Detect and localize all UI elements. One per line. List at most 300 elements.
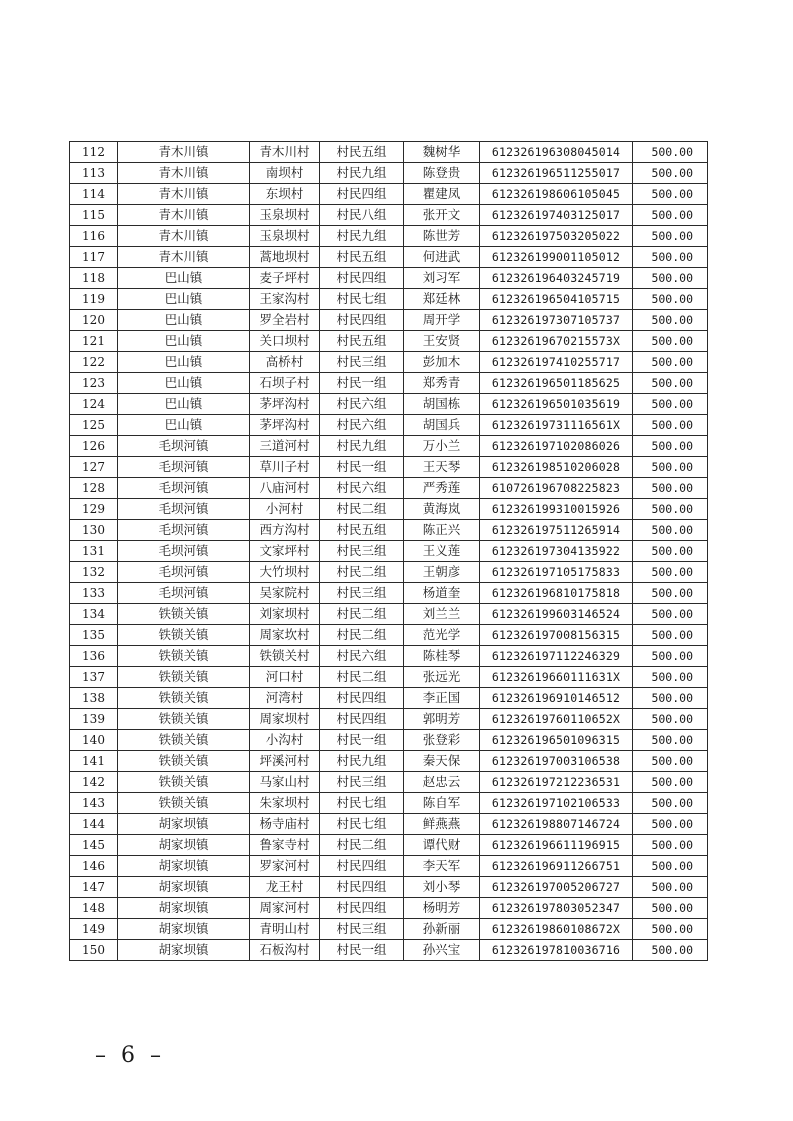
cell-village: 石板沟村 [250, 940, 320, 961]
table-row [70, 436, 708, 457]
table-row [70, 415, 708, 436]
cell-id-number: 612326198807146724 [480, 814, 633, 835]
table-row [70, 688, 708, 709]
table-row [70, 877, 708, 898]
cell-amount: 500.00 [633, 184, 708, 205]
cell-village: 周家河村 [250, 898, 320, 919]
cell-town: 铁锁关镇 [118, 793, 250, 814]
cell-group: 村民四组 [320, 184, 404, 205]
cell-town: 胡家坝镇 [118, 856, 250, 877]
cell-id-number: 612326196910146512 [480, 688, 633, 709]
cell-name: 郭明芳 [404, 709, 480, 730]
cell-village: 罗家河村 [250, 856, 320, 877]
cell-id-number: 612326197003106538 [480, 751, 633, 772]
cell-group: 村民一组 [320, 373, 404, 394]
table-row [70, 730, 708, 751]
cell-village: 河口村 [250, 667, 320, 688]
cell-town: 毛坝河镇 [118, 541, 250, 562]
table-row [70, 268, 708, 289]
cell-village: 小沟村 [250, 730, 320, 751]
cell-village: 石坝子村 [250, 373, 320, 394]
cell-town: 毛坝河镇 [118, 457, 250, 478]
cell-town: 胡家坝镇 [118, 940, 250, 961]
cell-village: 蒿地坝村 [250, 247, 320, 268]
cell-row-number: 144 [70, 814, 118, 835]
cell-amount: 500.00 [633, 268, 708, 289]
cell-row-number: 116 [70, 226, 118, 247]
cell-id-number: 612326197005206727 [480, 877, 633, 898]
cell-amount: 500.00 [633, 835, 708, 856]
cell-id-number: 610726196708225823 [480, 478, 633, 499]
cell-town: 巴山镇 [118, 310, 250, 331]
table-row [70, 856, 708, 877]
cell-village: 青木川村 [250, 142, 320, 163]
cell-row-number: 137 [70, 667, 118, 688]
cell-amount: 500.00 [633, 562, 708, 583]
cell-amount: 500.00 [633, 898, 708, 919]
cell-village: 罗全岩村 [250, 310, 320, 331]
cell-group: 村民五组 [320, 520, 404, 541]
cell-group: 村民二组 [320, 604, 404, 625]
cell-town: 毛坝河镇 [118, 562, 250, 583]
cell-id-number: 612326196504105715 [480, 289, 633, 310]
cell-name: 周开学 [404, 310, 480, 331]
cell-name: 王天琴 [404, 457, 480, 478]
cell-name: 刘小琴 [404, 877, 480, 898]
cell-group: 村民一组 [320, 940, 404, 961]
cell-group: 村民九组 [320, 226, 404, 247]
cell-id-number: 61232619660111631X [480, 667, 633, 688]
cell-id-number: 612326197511265914 [480, 520, 633, 541]
cell-row-number: 124 [70, 394, 118, 415]
cell-group: 村民六组 [320, 415, 404, 436]
cell-town: 胡家坝镇 [118, 919, 250, 940]
cell-town: 巴山镇 [118, 331, 250, 352]
table-row [70, 772, 708, 793]
cell-name: 杨道奎 [404, 583, 480, 604]
cell-id-number: 612326197403125017 [480, 205, 633, 226]
cell-row-number: 139 [70, 709, 118, 730]
cell-amount: 500.00 [633, 457, 708, 478]
cell-town: 铁锁关镇 [118, 772, 250, 793]
cell-id-number: 612326199603146524 [480, 604, 633, 625]
cell-amount: 500.00 [633, 520, 708, 541]
cell-name: 王朝彦 [404, 562, 480, 583]
cell-amount: 500.00 [633, 583, 708, 604]
cell-amount: 500.00 [633, 793, 708, 814]
cell-town: 铁锁关镇 [118, 730, 250, 751]
table-row [70, 478, 708, 499]
cell-group: 村民二组 [320, 499, 404, 520]
cell-row-number: 138 [70, 688, 118, 709]
table-row [70, 310, 708, 331]
cell-village: 东坝村 [250, 184, 320, 205]
cell-village: 周家坝村 [250, 709, 320, 730]
subsidy-list-table [69, 141, 708, 961]
cell-id-number: 61232619731116561X [480, 415, 633, 436]
cell-id-number: 612326196501096315 [480, 730, 633, 751]
cell-row-number: 130 [70, 520, 118, 541]
cell-village: 周家坎村 [250, 625, 320, 646]
cell-row-number: 145 [70, 835, 118, 856]
table-row [70, 709, 708, 730]
cell-group: 村民二组 [320, 625, 404, 646]
cell-group: 村民九组 [320, 436, 404, 457]
cell-amount: 500.00 [633, 814, 708, 835]
cell-name: 谭代财 [404, 835, 480, 856]
cell-village: 麦子坪村 [250, 268, 320, 289]
cell-group: 村民八组 [320, 205, 404, 226]
cell-group: 村民三组 [320, 541, 404, 562]
cell-id-number: 612326196611196915 [480, 835, 633, 856]
cell-name: 彭加木 [404, 352, 480, 373]
table-row [70, 814, 708, 835]
cell-row-number: 127 [70, 457, 118, 478]
cell-name: 陈正兴 [404, 520, 480, 541]
cell-amount: 500.00 [633, 163, 708, 184]
cell-name: 孙兴宝 [404, 940, 480, 961]
cell-village: 高桥村 [250, 352, 320, 373]
cell-group: 村民四组 [320, 310, 404, 331]
cell-town: 巴山镇 [118, 289, 250, 310]
cell-name: 何进武 [404, 247, 480, 268]
cell-row-number: 119 [70, 289, 118, 310]
cell-group: 村民四组 [320, 898, 404, 919]
cell-amount: 500.00 [633, 541, 708, 562]
cell-amount: 500.00 [633, 646, 708, 667]
cell-village: 八庙河村 [250, 478, 320, 499]
cell-amount: 500.00 [633, 877, 708, 898]
cell-name: 张开文 [404, 205, 480, 226]
cell-row-number: 134 [70, 604, 118, 625]
table-row [70, 184, 708, 205]
table-row [70, 940, 708, 961]
cell-village: 玉泉坝村 [250, 205, 320, 226]
table-row [70, 142, 708, 163]
cell-id-number: 612326197102086026 [480, 436, 633, 457]
cell-row-number: 125 [70, 415, 118, 436]
cell-row-number: 129 [70, 499, 118, 520]
cell-id-number: 612326196501035619 [480, 394, 633, 415]
cell-row-number: 150 [70, 940, 118, 961]
cell-amount: 500.00 [633, 730, 708, 751]
cell-group: 村民四组 [320, 877, 404, 898]
cell-row-number: 122 [70, 352, 118, 373]
cell-village: 南坝村 [250, 163, 320, 184]
cell-amount: 500.00 [633, 310, 708, 331]
cell-amount: 500.00 [633, 352, 708, 373]
cell-village: 铁锁关村 [250, 646, 320, 667]
cell-town: 铁锁关镇 [118, 667, 250, 688]
cell-name: 黄海岚 [404, 499, 480, 520]
cell-village: 三道河村 [250, 436, 320, 457]
cell-town: 巴山镇 [118, 394, 250, 415]
cell-row-number: 149 [70, 919, 118, 940]
cell-amount: 500.00 [633, 394, 708, 415]
cell-village: 朱家坝村 [250, 793, 320, 814]
cell-group: 村民九组 [320, 751, 404, 772]
cell-group: 村民七组 [320, 814, 404, 835]
cell-name: 陈自军 [404, 793, 480, 814]
table-row [70, 898, 708, 919]
cell-village: 大竹坝村 [250, 562, 320, 583]
cell-village: 关口坝村 [250, 331, 320, 352]
cell-village: 西方沟村 [250, 520, 320, 541]
table-row [70, 352, 708, 373]
cell-amount: 500.00 [633, 772, 708, 793]
cell-village: 茅坪沟村 [250, 394, 320, 415]
cell-town: 铁锁关镇 [118, 688, 250, 709]
cell-name: 杨明芳 [404, 898, 480, 919]
table-body [70, 142, 708, 961]
cell-name: 孙新丽 [404, 919, 480, 940]
cell-group: 村民三组 [320, 772, 404, 793]
cell-name: 严秀莲 [404, 478, 480, 499]
cell-name: 王安贤 [404, 331, 480, 352]
cell-id-number: 612326199310015926 [480, 499, 633, 520]
table-row [70, 331, 708, 352]
table-row [70, 562, 708, 583]
cell-name: 李天军 [404, 856, 480, 877]
table-row [70, 793, 708, 814]
cell-amount: 500.00 [633, 940, 708, 961]
table-row [70, 457, 708, 478]
cell-group: 村民二组 [320, 835, 404, 856]
table-row [70, 625, 708, 646]
cell-town: 胡家坝镇 [118, 814, 250, 835]
cell-group: 村民一组 [320, 730, 404, 751]
cell-amount: 500.00 [633, 709, 708, 730]
table-row [70, 751, 708, 772]
cell-row-number: 143 [70, 793, 118, 814]
cell-group: 村民三组 [320, 583, 404, 604]
table-row [70, 583, 708, 604]
cell-row-number: 146 [70, 856, 118, 877]
cell-name: 陈世芳 [404, 226, 480, 247]
cell-name: 范光学 [404, 625, 480, 646]
cell-amount: 500.00 [633, 478, 708, 499]
cell-group: 村民五组 [320, 247, 404, 268]
cell-name: 赵忠云 [404, 772, 480, 793]
cell-name: 刘兰兰 [404, 604, 480, 625]
cell-village: 玉泉坝村 [250, 226, 320, 247]
cell-row-number: 133 [70, 583, 118, 604]
cell-group: 村民二组 [320, 562, 404, 583]
cell-name: 秦天保 [404, 751, 480, 772]
cell-row-number: 120 [70, 310, 118, 331]
table-row [70, 919, 708, 940]
cell-town: 毛坝河镇 [118, 499, 250, 520]
cell-row-number: 117 [70, 247, 118, 268]
cell-town: 巴山镇 [118, 268, 250, 289]
cell-id-number: 612326197112246329 [480, 646, 633, 667]
cell-name: 胡国栋 [404, 394, 480, 415]
cell-town: 胡家坝镇 [118, 877, 250, 898]
cell-group: 村民六组 [320, 646, 404, 667]
cell-amount: 500.00 [633, 226, 708, 247]
cell-row-number: 140 [70, 730, 118, 751]
cell-id-number: 612326196511255017 [480, 163, 633, 184]
cell-group: 村民三组 [320, 352, 404, 373]
cell-amount: 500.00 [633, 625, 708, 646]
cell-row-number: 118 [70, 268, 118, 289]
cell-amount: 500.00 [633, 436, 708, 457]
cell-id-number: 612326196810175818 [480, 583, 633, 604]
cell-name: 陈桂琴 [404, 646, 480, 667]
cell-name: 刘习军 [404, 268, 480, 289]
cell-amount: 500.00 [633, 856, 708, 877]
cell-name: 万小兰 [404, 436, 480, 457]
cell-amount: 500.00 [633, 919, 708, 940]
cell-town: 青木川镇 [118, 205, 250, 226]
cell-id-number: 61232619860108672X [480, 919, 633, 940]
cell-id-number: 612326197307105737 [480, 310, 633, 331]
cell-name: 李正国 [404, 688, 480, 709]
cell-group: 村民四组 [320, 688, 404, 709]
table-row [70, 226, 708, 247]
cell-town: 青木川镇 [118, 226, 250, 247]
cell-name: 郑秀青 [404, 373, 480, 394]
cell-id-number: 612326197803052347 [480, 898, 633, 919]
cell-id-number: 612326197212236531 [480, 772, 633, 793]
table-row [70, 373, 708, 394]
cell-town: 胡家坝镇 [118, 898, 250, 919]
cell-town: 铁锁关镇 [118, 751, 250, 772]
cell-row-number: 121 [70, 331, 118, 352]
cell-name: 王义莲 [404, 541, 480, 562]
cell-name: 郑廷林 [404, 289, 480, 310]
cell-amount: 500.00 [633, 289, 708, 310]
cell-group: 村民四组 [320, 268, 404, 289]
cell-town: 铁锁关镇 [118, 625, 250, 646]
cell-town: 毛坝河镇 [118, 520, 250, 541]
cell-group: 村民五组 [320, 142, 404, 163]
cell-town: 巴山镇 [118, 373, 250, 394]
cell-id-number: 612326197503205022 [480, 226, 633, 247]
table-row [70, 646, 708, 667]
cell-group: 村民六组 [320, 478, 404, 499]
cell-id-number: 612326196911266751 [480, 856, 633, 877]
cell-group: 村民一组 [320, 457, 404, 478]
cell-town: 巴山镇 [118, 352, 250, 373]
cell-row-number: 126 [70, 436, 118, 457]
cell-village: 鲁家寺村 [250, 835, 320, 856]
cell-group: 村民六组 [320, 394, 404, 415]
cell-id-number: 612326196403245719 [480, 268, 633, 289]
cell-row-number: 136 [70, 646, 118, 667]
cell-village: 吴家院村 [250, 583, 320, 604]
cell-row-number: 128 [70, 478, 118, 499]
cell-group: 村民四组 [320, 856, 404, 877]
cell-amount: 500.00 [633, 415, 708, 436]
cell-town: 毛坝河镇 [118, 478, 250, 499]
table-row [70, 247, 708, 268]
cell-amount: 500.00 [633, 331, 708, 352]
cell-village: 杨寺庙村 [250, 814, 320, 835]
cell-village: 王家沟村 [250, 289, 320, 310]
cell-row-number: 131 [70, 541, 118, 562]
cell-name: 瞿建凤 [404, 184, 480, 205]
cell-amount: 500.00 [633, 751, 708, 772]
cell-id-number: 612326199001105012 [480, 247, 633, 268]
cell-id-number: 612326197304135922 [480, 541, 633, 562]
cell-group: 村民九组 [320, 163, 404, 184]
cell-id-number: 612326198510206028 [480, 457, 633, 478]
table-row [70, 205, 708, 226]
cell-village: 茅坪沟村 [250, 415, 320, 436]
cell-group: 村民三组 [320, 919, 404, 940]
cell-town: 青木川镇 [118, 184, 250, 205]
cell-id-number: 612326197008156315 [480, 625, 633, 646]
cell-name: 胡国兵 [404, 415, 480, 436]
cell-amount: 500.00 [633, 205, 708, 226]
cell-amount: 500.00 [633, 247, 708, 268]
cell-name: 张远光 [404, 667, 480, 688]
cell-name: 鲜燕燕 [404, 814, 480, 835]
cell-village: 龙王村 [250, 877, 320, 898]
cell-id-number: 612326196501185625 [480, 373, 633, 394]
table-row [70, 499, 708, 520]
cell-amount: 500.00 [633, 604, 708, 625]
cell-town: 胡家坝镇 [118, 835, 250, 856]
cell-group: 村民七组 [320, 289, 404, 310]
cell-row-number: 114 [70, 184, 118, 205]
cell-row-number: 123 [70, 373, 118, 394]
cell-name: 陈登贵 [404, 163, 480, 184]
cell-group: 村民二组 [320, 667, 404, 688]
cell-id-number: 61232619760110652X [480, 709, 633, 730]
cell-group: 村民四组 [320, 709, 404, 730]
table-row [70, 604, 708, 625]
cell-amount: 500.00 [633, 142, 708, 163]
cell-village: 河湾村 [250, 688, 320, 709]
cell-name: 魏树华 [404, 142, 480, 163]
cell-village: 刘家坝村 [250, 604, 320, 625]
cell-row-number: 135 [70, 625, 118, 646]
cell-village: 坪溪河村 [250, 751, 320, 772]
table-row [70, 520, 708, 541]
cell-id-number: 61232619670215573X [480, 331, 633, 352]
cell-row-number: 142 [70, 772, 118, 793]
cell-row-number: 132 [70, 562, 118, 583]
cell-id-number: 612326196308045014 [480, 142, 633, 163]
cell-id-number: 612326198606105045 [480, 184, 633, 205]
table-row [70, 835, 708, 856]
table-row [70, 667, 708, 688]
table-row [70, 163, 708, 184]
cell-town: 青木川镇 [118, 142, 250, 163]
cell-name: 张登彩 [404, 730, 480, 751]
page-number: – 6 – [95, 1043, 165, 1068]
cell-group: 村民七组 [320, 793, 404, 814]
cell-amount: 500.00 [633, 499, 708, 520]
cell-row-number: 113 [70, 163, 118, 184]
cell-village: 小河村 [250, 499, 320, 520]
cell-row-number: 141 [70, 751, 118, 772]
cell-town: 毛坝河镇 [118, 436, 250, 457]
cell-amount: 500.00 [633, 667, 708, 688]
table-row [70, 541, 708, 562]
cell-amount: 500.00 [633, 688, 708, 709]
cell-amount: 500.00 [633, 373, 708, 394]
cell-group: 村民五组 [320, 331, 404, 352]
cell-id-number: 612326197410255717 [480, 352, 633, 373]
cell-id-number: 612326197810036716 [480, 940, 633, 961]
cell-id-number: 612326197102106533 [480, 793, 633, 814]
cell-village: 草川子村 [250, 457, 320, 478]
table-row [70, 394, 708, 415]
cell-village: 青明山村 [250, 919, 320, 940]
